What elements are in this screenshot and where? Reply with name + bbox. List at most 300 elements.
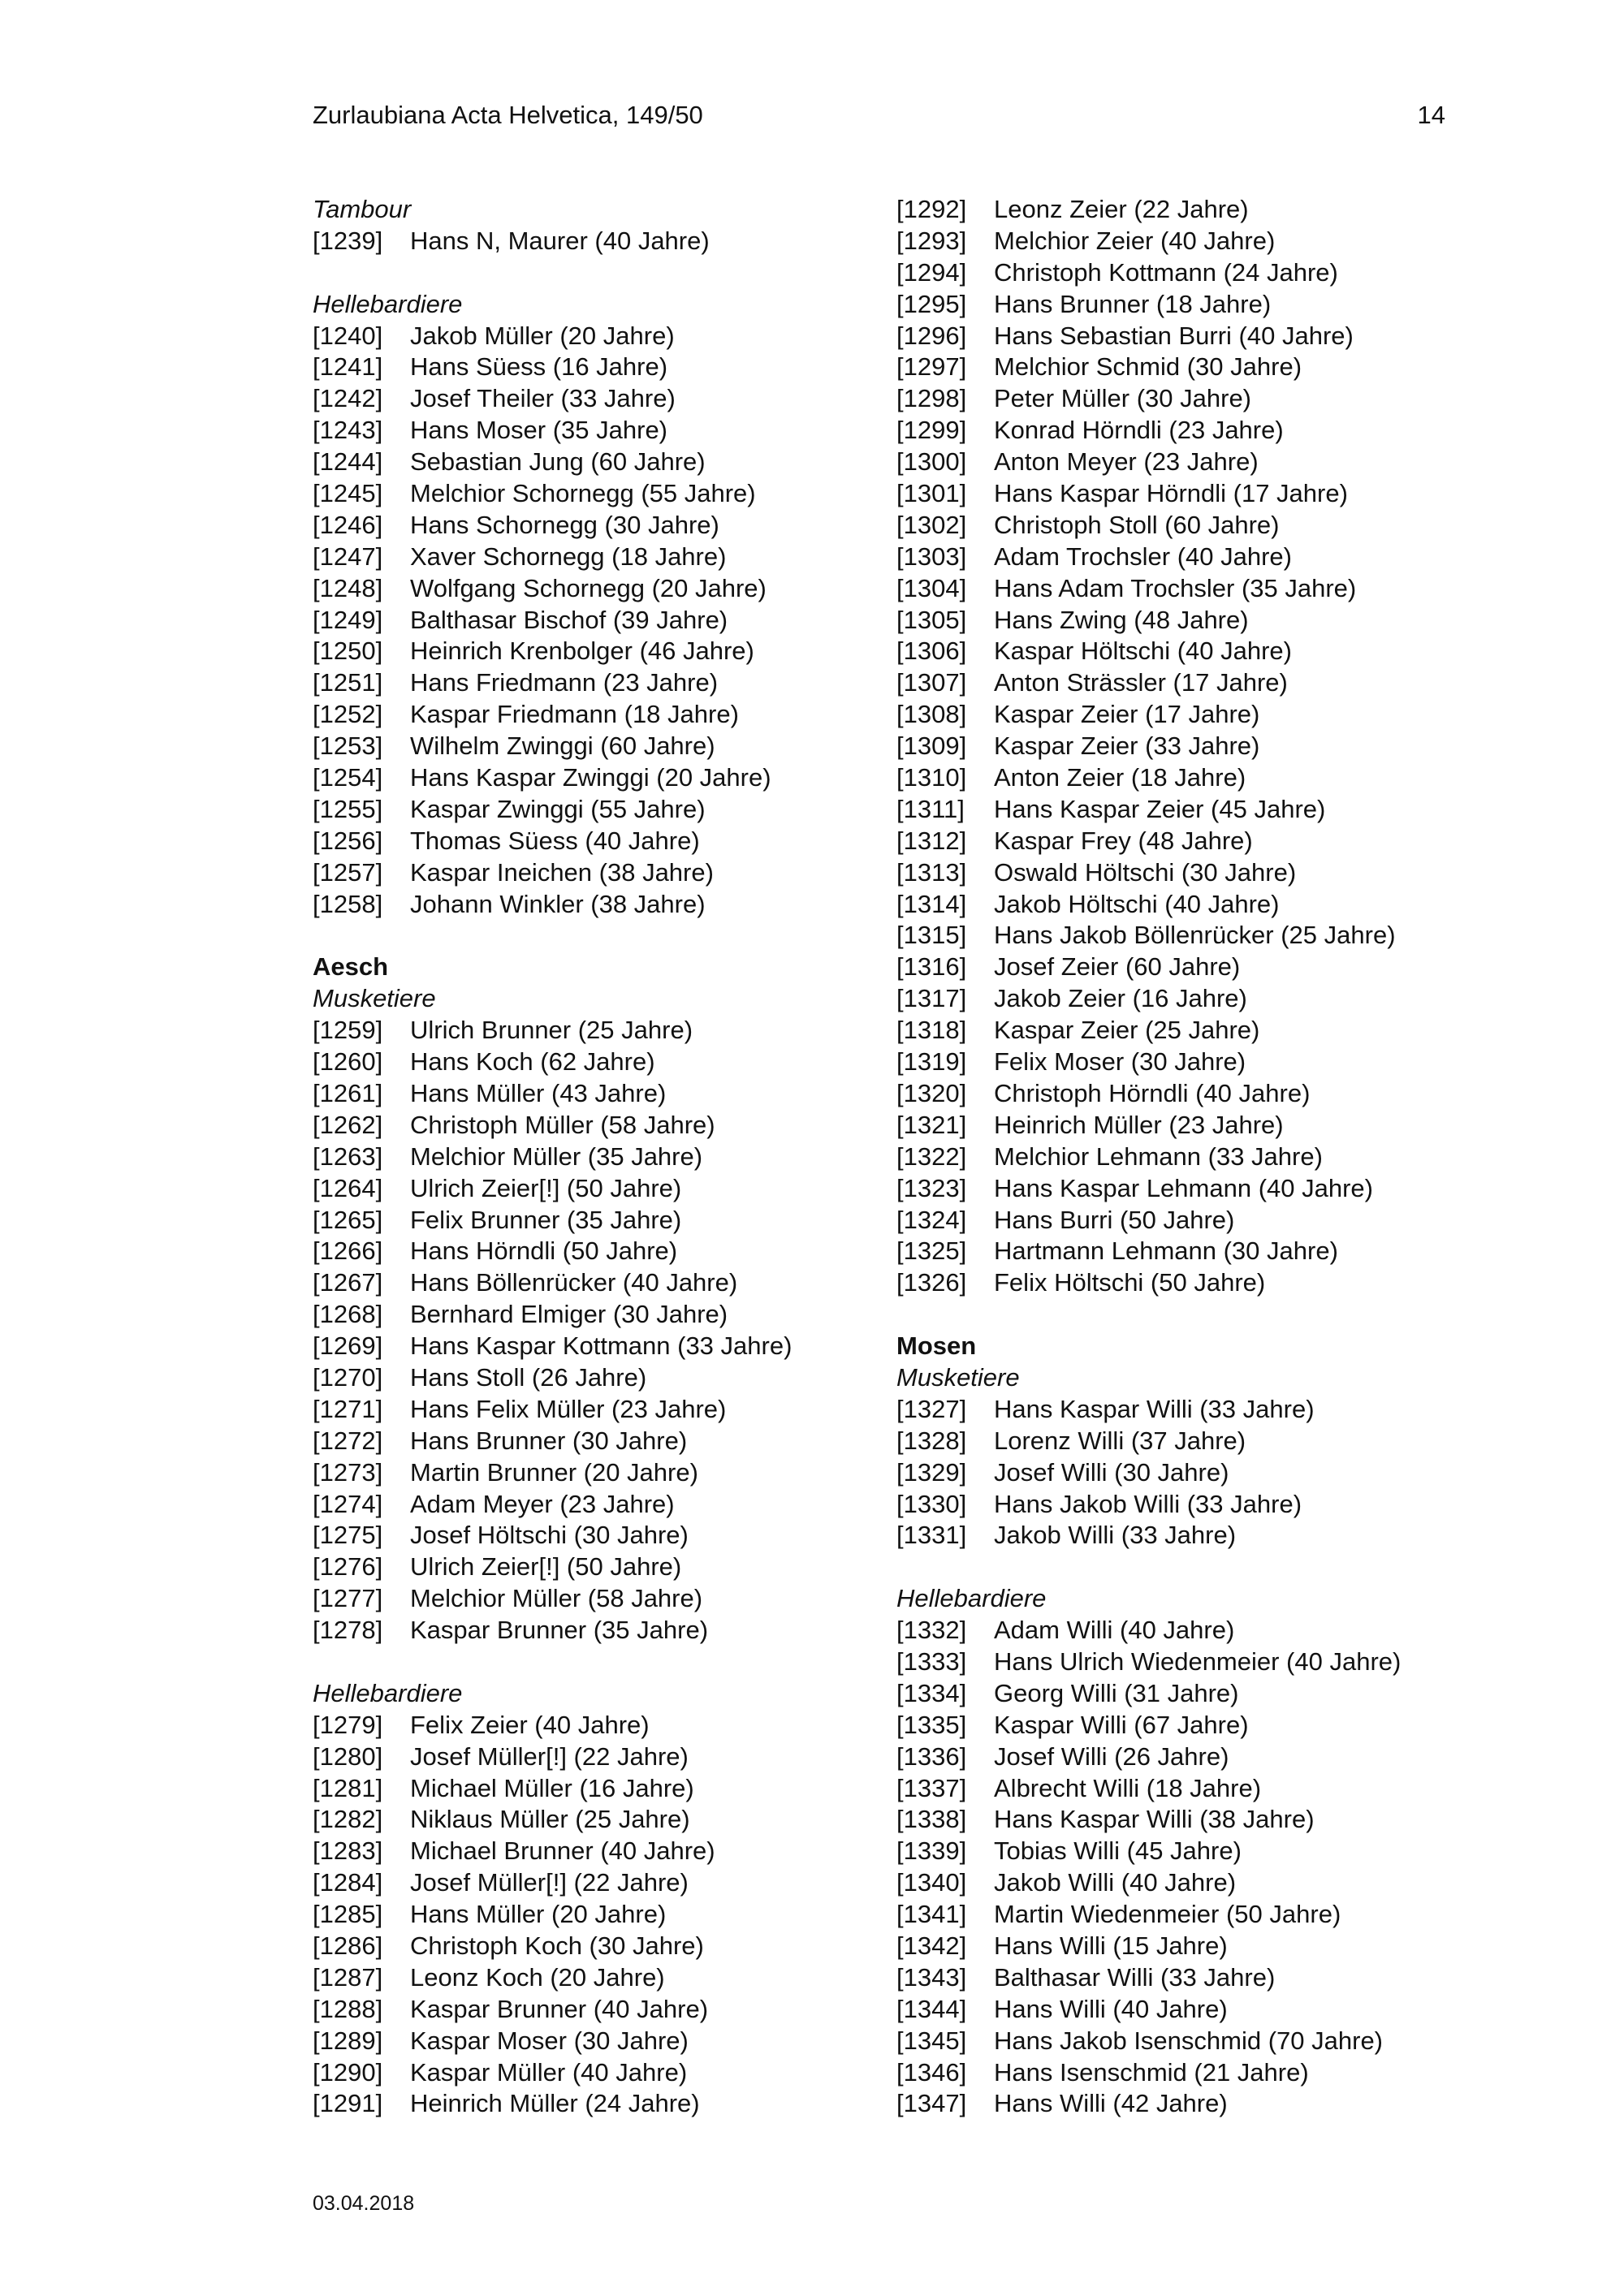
entry-number: [1261] xyxy=(313,1078,383,1107)
entry-number: [1320] xyxy=(896,1078,967,1107)
entry-name: Hans Kaspar Hörndli (17 Jahre) xyxy=(994,479,1348,508)
entry-name: Leonz Koch (20 Jahre) xyxy=(410,1962,665,1992)
entry-number: [1239] xyxy=(313,226,383,255)
entry-name: Melchior Schmid (30 Jahre) xyxy=(994,352,1302,382)
footer-date: 03.04.2018 xyxy=(313,2192,415,2215)
entry-name: Hans Süess (16 Jahre) xyxy=(410,352,668,382)
place-heading: Mosen xyxy=(896,1331,977,1361)
entry-name: Martin Wiedenmeier (50 Jahre) xyxy=(994,1900,1341,1929)
roster-entry xyxy=(896,1173,1481,1205)
roster-entry xyxy=(896,794,1481,826)
entry-number: [1344] xyxy=(896,1994,967,2023)
roster-entry xyxy=(313,415,897,447)
roster-entry xyxy=(313,857,897,889)
entry-name: Georg Willi (31 Jahre) xyxy=(994,1678,1239,1707)
roster-entry xyxy=(896,321,1481,352)
entry-number: [1321] xyxy=(896,1110,967,1139)
entry-name: Jakob Müller (20 Jahre) xyxy=(410,321,675,350)
entry-name: Balthasar Willi (33 Jahre) xyxy=(994,1962,1276,1992)
roster-entry xyxy=(896,1615,1481,1646)
entry-number: [1333] xyxy=(896,1646,967,1676)
roster-entry xyxy=(313,762,897,794)
roster-entry xyxy=(896,1646,1481,1678)
entry-name: Bernhard Elmiger (30 Jahre) xyxy=(410,1300,728,1329)
entry-name: Johann Winkler (38 Jahre) xyxy=(410,889,706,918)
roster-entry xyxy=(896,2057,1481,2089)
roster-entry xyxy=(896,699,1481,731)
entry-name: Josef Müller[!] (22 Jahre) xyxy=(410,1868,689,1897)
entry-name: Josef Willi (30 Jahre) xyxy=(994,1457,1229,1487)
entry-name: Melchior Zeier (40 Jahre) xyxy=(994,226,1276,255)
entry-name: Melchior Müller (58 Jahre) xyxy=(410,1584,703,1613)
roster-entry xyxy=(313,1110,897,1142)
entry-number: [1342] xyxy=(896,1931,967,1960)
entry-name: Hans Willi (15 Jahre) xyxy=(994,1931,1228,1960)
roster-entry xyxy=(313,1047,897,1078)
entry-name: Xaver Schornegg (18 Jahre) xyxy=(410,542,727,571)
entry-name: Josef Theiler (33 Jahre) xyxy=(410,384,676,413)
entry-number: [1259] xyxy=(313,1016,383,1045)
roster-entry xyxy=(896,920,1481,952)
entry-number: [1292] xyxy=(896,195,967,223)
entry-name: Christoph Stoll (60 Jahre) xyxy=(994,510,1280,539)
roster-entry xyxy=(896,1267,1481,1299)
roster-entry xyxy=(313,1867,897,1899)
entry-name: Niklaus Müller (25 Jahre) xyxy=(410,1805,690,1834)
roster-entry xyxy=(896,447,1481,478)
roster-entry xyxy=(896,1710,1481,1741)
entry-number: [1328] xyxy=(896,1426,967,1455)
roster-entry xyxy=(896,1457,1481,1489)
entry-number: [1332] xyxy=(896,1616,967,1645)
entry-number: [1287] xyxy=(313,1962,383,1992)
roster-entry xyxy=(896,1899,1481,1931)
right-column xyxy=(896,194,1481,2120)
entry-number: [1327] xyxy=(896,1394,967,1423)
entry-number: [1269] xyxy=(313,1331,383,1361)
unit-subheading: Musketiere xyxy=(896,1362,1020,1392)
roster-entry xyxy=(896,1836,1481,1867)
entry-name: Anton Meyer (23 Jahre) xyxy=(994,447,1259,477)
entry-number: [1288] xyxy=(313,1994,383,2023)
roster-entry xyxy=(896,1962,1481,1994)
entry-number: [1305] xyxy=(896,605,967,634)
entry-name: Melchior Schornegg (55 Jahre) xyxy=(410,479,756,508)
entry-number: [1310] xyxy=(896,763,967,792)
roster-entry xyxy=(896,510,1481,542)
entry-number: [1297] xyxy=(896,352,967,382)
entry-number: [1323] xyxy=(896,1173,967,1202)
roster-entry xyxy=(896,762,1481,794)
entry-name: Hans Kaspar Kottmann (33 Jahre) xyxy=(410,1331,793,1361)
roster-entry xyxy=(313,1931,897,1962)
entry-name: Jakob Zeier (16 Jahre) xyxy=(994,984,1247,1013)
entry-name: Felix Zeier (40 Jahre) xyxy=(410,1710,650,1739)
roster-entry xyxy=(313,1994,897,2026)
roster-entry xyxy=(896,1678,1481,1710)
entry-name: Hans Kaspar Lehmann (40 Jahre) xyxy=(994,1173,1373,1202)
entry-number: [1345] xyxy=(896,2026,967,2055)
entry-name: Ulrich Brunner (25 Jahre) xyxy=(410,1016,693,1045)
entry-number: [1325] xyxy=(896,1236,967,1266)
entry-number: [1308] xyxy=(896,700,967,729)
roster-entry xyxy=(313,2088,897,2120)
blank-line xyxy=(896,1552,1481,1583)
roster-entry xyxy=(313,1205,897,1236)
entry-number: [1257] xyxy=(313,857,383,887)
entry-name: Hans Brunner (18 Jahre) xyxy=(994,289,1272,318)
entry-number: [1268] xyxy=(313,1300,383,1329)
entry-name: Hans Burri (50 Jahre) xyxy=(994,1205,1235,1234)
roster-entry xyxy=(313,510,897,542)
entry-number: [1317] xyxy=(896,984,967,1013)
roster-entry xyxy=(313,1015,897,1047)
roster-entry xyxy=(896,1773,1481,1805)
entry-name: Melchior Müller (35 Jahre) xyxy=(410,1142,703,1171)
entry-number: [1304] xyxy=(896,573,967,602)
entry-number: [1275] xyxy=(313,1521,383,1550)
roster-entry xyxy=(313,889,897,921)
entry-number: [1330] xyxy=(896,1489,967,1518)
entry-number: [1306] xyxy=(896,637,967,666)
roster-entry xyxy=(896,636,1481,667)
entry-name: Leonz Zeier (22 Jahre) xyxy=(994,195,1249,223)
entry-number: [1307] xyxy=(896,668,967,697)
roster-entry xyxy=(896,731,1481,762)
roster-entry xyxy=(313,1078,897,1110)
roster-entry xyxy=(896,1489,1481,1521)
entry-number: [1294] xyxy=(896,257,967,287)
entry-name: Josef Höltschi (30 Jahre) xyxy=(410,1521,689,1550)
roster-entry xyxy=(313,794,897,826)
roster-entry xyxy=(313,1836,897,1867)
roster-entry xyxy=(896,194,1481,226)
roster-entry xyxy=(896,889,1481,921)
roster-entry xyxy=(313,1773,897,1805)
roster-entry xyxy=(896,257,1481,289)
entry-number: [1245] xyxy=(313,479,383,508)
entry-number: [1246] xyxy=(313,510,383,539)
roster-entry xyxy=(896,1741,1481,1773)
entry-name: Anton Zeier (18 Jahre) xyxy=(994,763,1246,792)
roster-entry xyxy=(896,1804,1481,1836)
roster-entry xyxy=(896,573,1481,605)
entry-number: [1254] xyxy=(313,763,383,792)
roster-entry xyxy=(896,542,1481,573)
entry-name: Jakob Willi (40 Jahre) xyxy=(994,1868,1237,1897)
entry-name: Hans Willi (42 Jahre) xyxy=(994,2089,1228,2118)
roster-entry xyxy=(896,478,1481,510)
roster-entry xyxy=(313,447,897,478)
roster-entry xyxy=(896,952,1481,983)
entry-name: Wolfgang Schornegg (20 Jahre) xyxy=(410,573,767,602)
roster-entry xyxy=(896,415,1481,447)
roster-entry xyxy=(896,226,1481,257)
entry-name: Josef Zeier (60 Jahre) xyxy=(994,952,1241,982)
entry-number: [1293] xyxy=(896,226,967,255)
entry-number: [1244] xyxy=(313,447,383,477)
entry-name: Hans Böllenrücker (40 Jahre) xyxy=(410,1268,738,1297)
entry-number: [1273] xyxy=(313,1457,383,1487)
roster-entry xyxy=(313,1489,897,1521)
entry-name: Hans Zwing (48 Jahre) xyxy=(994,605,1249,634)
entry-name: Hartmann Lehmann (30 Jahre) xyxy=(994,1236,1338,1266)
roster-entry xyxy=(313,1331,897,1362)
roster-entry xyxy=(313,1236,897,1267)
roster-entry xyxy=(313,636,897,667)
roster-entry xyxy=(896,1110,1481,1142)
entry-name: Kaspar Ineichen (38 Jahre) xyxy=(410,857,714,887)
roster-entry xyxy=(313,1710,897,1741)
entry-number: [1264] xyxy=(313,1173,383,1202)
roster-entry xyxy=(313,321,897,352)
entry-name: Hans Friedmann (23 Jahre) xyxy=(410,668,719,697)
roster-entry xyxy=(313,352,897,383)
entry-name: Hans Isenschmid (21 Jahre) xyxy=(994,2057,1309,2087)
entry-name: Michael Müller (16 Jahre) xyxy=(410,1773,694,1802)
entry-number: [1299] xyxy=(896,416,967,445)
roster-entry xyxy=(896,1142,1481,1173)
entry-name: Josef Müller[!] (22 Jahre) xyxy=(410,1741,689,1771)
entry-name: Kaspar Frey (48 Jahre) xyxy=(994,826,1253,855)
roster-entry xyxy=(313,1741,897,1773)
entry-name: Hans Jakob Willi (33 Jahre) xyxy=(994,1489,1302,1518)
entry-name: Peter Müller (30 Jahre) xyxy=(994,384,1252,413)
entry-name: Hans Moser (35 Jahre) xyxy=(410,416,668,445)
entry-name: Kaspar Zeier (33 Jahre) xyxy=(994,732,1260,761)
entry-name: Christoph Müller (58 Jahre) xyxy=(410,1110,715,1139)
entry-number: [1291] xyxy=(313,2089,383,2118)
unit-subheading: Hellebardiere xyxy=(896,1584,1047,1613)
roster-entry xyxy=(313,1267,897,1299)
entry-number: [1270] xyxy=(313,1362,383,1392)
entry-number: [1281] xyxy=(313,1773,383,1802)
roster-entry xyxy=(313,1520,897,1552)
document-title: Zurlaubiana Acta Helvetica, 149/50 xyxy=(313,101,703,129)
entry-number: [1300] xyxy=(896,447,967,477)
roster-entry xyxy=(896,1520,1481,1552)
entry-number: [1337] xyxy=(896,1773,967,1802)
entry-name: Hans Jakob Böllenrücker (25 Jahre) xyxy=(994,921,1396,950)
entry-number: [1329] xyxy=(896,1457,967,1487)
roster-entry xyxy=(313,667,897,699)
entry-name: Felix Brunner (35 Jahre) xyxy=(410,1205,682,1234)
roster-entry xyxy=(313,2026,897,2057)
entry-number: [1266] xyxy=(313,1236,383,1266)
roster-entry xyxy=(896,2026,1481,2057)
entry-number: [1278] xyxy=(313,1616,383,1645)
entry-name: Hans Willi (40 Jahre) xyxy=(994,1994,1228,2023)
roster-entry xyxy=(313,1142,897,1173)
entry-name: Kaspar Brunner (35 Jahre) xyxy=(410,1616,709,1645)
entry-name: Konrad Hörndli (23 Jahre) xyxy=(994,416,1284,445)
roster-entry xyxy=(896,1931,1481,1962)
entry-name: Heinrich Müller (24 Jahre) xyxy=(410,2089,700,2118)
entry-name: Ulrich Zeier[!] (50 Jahre) xyxy=(410,1552,682,1582)
roster-entry xyxy=(313,383,897,415)
roster-entry xyxy=(896,289,1481,321)
entry-name: Hans Schornegg (30 Jahre) xyxy=(410,510,719,539)
entry-name: Adam Meyer (23 Jahre) xyxy=(410,1489,675,1518)
roster-entry xyxy=(313,1457,897,1489)
entry-number: [1252] xyxy=(313,700,383,729)
entry-name: Christoph Kottmann (24 Jahre) xyxy=(994,257,1338,287)
entry-number: [1280] xyxy=(313,1741,383,1771)
roster-entry xyxy=(313,1173,897,1205)
roster-entry xyxy=(896,1867,1481,1899)
entry-number: [1271] xyxy=(313,1394,383,1423)
entry-number: [1322] xyxy=(896,1142,967,1171)
roster-entry xyxy=(313,226,897,257)
entry-name: Jakob Willi (33 Jahre) xyxy=(994,1521,1237,1550)
entry-number: [1316] xyxy=(896,952,967,982)
roster-entry xyxy=(313,1299,897,1331)
entry-name: Thomas Süess (40 Jahre) xyxy=(410,826,700,855)
entry-name: Hans Müller (43 Jahre) xyxy=(410,1078,667,1107)
roster-entry xyxy=(313,1394,897,1426)
entry-number: [1340] xyxy=(896,1868,967,1897)
entry-name: Oswald Höltschi (30 Jahre) xyxy=(994,857,1297,887)
entry-name: Martin Brunner (20 Jahre) xyxy=(410,1457,698,1487)
blank-line xyxy=(313,257,897,289)
entry-number: [1255] xyxy=(313,794,383,823)
entry-number: [1334] xyxy=(896,1678,967,1707)
entry-name: Hans Hörndli (50 Jahre) xyxy=(410,1236,678,1266)
entry-number: [1262] xyxy=(313,1110,383,1139)
entry-name: Heinrich Müller (23 Jahre) xyxy=(994,1110,1284,1139)
entry-name: Felix Moser (30 Jahre) xyxy=(994,1047,1246,1077)
entry-number: [1248] xyxy=(313,573,383,602)
entry-number: [1341] xyxy=(896,1900,967,1929)
entry-number: [1319] xyxy=(896,1047,967,1077)
entry-number: [1309] xyxy=(896,732,967,761)
roster-entry xyxy=(313,478,897,510)
entry-name: Heinrich Krenbolger (46 Jahre) xyxy=(410,637,754,666)
entry-number: [1290] xyxy=(313,2057,383,2087)
roster-entry xyxy=(313,826,897,857)
entry-name: Hans Jakob Isenschmid (70 Jahre) xyxy=(994,2026,1384,2055)
entry-name: Hans Kaspar Willi (38 Jahre) xyxy=(994,1805,1315,1834)
entry-number: [1331] xyxy=(896,1521,967,1550)
entry-number: [1240] xyxy=(313,321,383,350)
entry-number: [1279] xyxy=(313,1710,383,1739)
entry-name: Kaspar Zeier (17 Jahre) xyxy=(994,700,1260,729)
entry-name: Ulrich Zeier[!] (50 Jahre) xyxy=(410,1173,682,1202)
entry-name: Hans Sebastian Burri (40 Jahre) xyxy=(994,321,1354,350)
entry-number: [1315] xyxy=(896,921,967,950)
entry-number: [1247] xyxy=(313,542,383,571)
roster-entry xyxy=(896,1015,1481,1047)
entry-name: Kaspar Brunner (40 Jahre) xyxy=(410,1994,709,2023)
entry-name: Michael Brunner (40 Jahre) xyxy=(410,1836,715,1866)
entry-number: [1286] xyxy=(313,1931,383,1960)
entry-name: Kaspar Moser (30 Jahre) xyxy=(410,2026,689,2055)
roster-entry xyxy=(896,383,1481,415)
roster-entry xyxy=(896,1394,1481,1426)
entry-number: [1313] xyxy=(896,857,967,887)
roster-entry xyxy=(896,1205,1481,1236)
entry-number: [1251] xyxy=(313,668,383,697)
blank-line xyxy=(896,1299,1481,1331)
entry-number: [1242] xyxy=(313,384,383,413)
entry-number: [1253] xyxy=(313,732,383,761)
roster-entry xyxy=(313,1552,897,1583)
entry-name: Sebastian Jung (60 Jahre) xyxy=(410,447,706,477)
roster-entry xyxy=(896,667,1481,699)
entry-number: [1335] xyxy=(896,1710,967,1739)
page-number: 14 xyxy=(1417,101,1445,129)
entry-number: [1339] xyxy=(896,1836,967,1866)
entry-name: Hans N, Maurer (40 Jahre) xyxy=(410,226,710,255)
entry-number: [1276] xyxy=(313,1552,383,1582)
entry-number: [1296] xyxy=(896,321,967,350)
roster-entry xyxy=(896,1047,1481,1078)
unit-subheading: Hellebardiere xyxy=(313,289,463,318)
roster-entry xyxy=(896,605,1481,637)
entry-number: [1241] xyxy=(313,352,383,382)
entry-name: Melchior Lehmann (33 Jahre) xyxy=(994,1142,1323,1171)
entry-number: [1324] xyxy=(896,1205,967,1234)
entry-number: [1289] xyxy=(313,2026,383,2055)
roster-entry xyxy=(896,826,1481,857)
entry-name: Felix Höltschi (50 Jahre) xyxy=(994,1268,1266,1297)
entry-name: Jakob Höltschi (40 Jahre) xyxy=(994,889,1280,918)
entry-number: [1336] xyxy=(896,1741,967,1771)
entry-name: Hans Brunner (30 Jahre) xyxy=(410,1426,688,1455)
entry-number: [1272] xyxy=(313,1426,383,1455)
roster-entry xyxy=(313,542,897,573)
entry-name: Kaspar Willi (67 Jahre) xyxy=(994,1710,1249,1739)
entry-number: [1338] xyxy=(896,1805,967,1834)
unit-subheading: Tambour xyxy=(313,195,412,223)
entry-number: [1302] xyxy=(896,510,967,539)
entry-name: Hans Ulrich Wiedenmeier (40 Jahre) xyxy=(994,1646,1402,1676)
entry-name: Adam Willi (40 Jahre) xyxy=(994,1616,1235,1645)
blank-line xyxy=(313,1646,897,1678)
roster-entry xyxy=(896,857,1481,889)
entry-number: [1298] xyxy=(896,384,967,413)
entry-name: Tobias Willi (45 Jahre) xyxy=(994,1836,1242,1866)
entry-number: [1346] xyxy=(896,2057,967,2087)
entry-number: [1343] xyxy=(896,1962,967,1992)
entry-name: Hans Kaspar Willi (33 Jahre) xyxy=(994,1394,1315,1423)
entry-number: [1267] xyxy=(313,1268,383,1297)
roster-entry xyxy=(896,983,1481,1015)
roster-entry xyxy=(313,1962,897,1994)
entry-number: [1250] xyxy=(313,637,383,666)
unit-subheading: Hellebardiere xyxy=(313,1678,463,1707)
entry-number: [1303] xyxy=(896,542,967,571)
entry-number: [1283] xyxy=(313,1836,383,1866)
entry-name: Kaspar Zeier (25 Jahre) xyxy=(994,1016,1260,1045)
entry-number: [1347] xyxy=(896,2089,967,2118)
entry-number: [1256] xyxy=(313,826,383,855)
entry-name: Hans Stoll (26 Jahre) xyxy=(410,1362,647,1392)
entry-name: Kaspar Zwinggi (55 Jahre) xyxy=(410,794,706,823)
blank-line xyxy=(313,920,897,952)
entry-number: [1318] xyxy=(896,1016,967,1045)
entry-name: Hans Felix Müller (23 Jahre) xyxy=(410,1394,727,1423)
entry-name: Kaspar Müller (40 Jahre) xyxy=(410,2057,688,2087)
roster-entry xyxy=(313,699,897,731)
entry-number: [1312] xyxy=(896,826,967,855)
roster-entry xyxy=(313,1804,897,1836)
entry-name: Hans Müller (20 Jahre) xyxy=(410,1900,667,1929)
unit-subheading: Musketiere xyxy=(313,984,436,1013)
left-column xyxy=(313,194,897,2120)
entry-number: [1301] xyxy=(896,479,967,508)
entry-number: [1284] xyxy=(313,1868,383,1897)
